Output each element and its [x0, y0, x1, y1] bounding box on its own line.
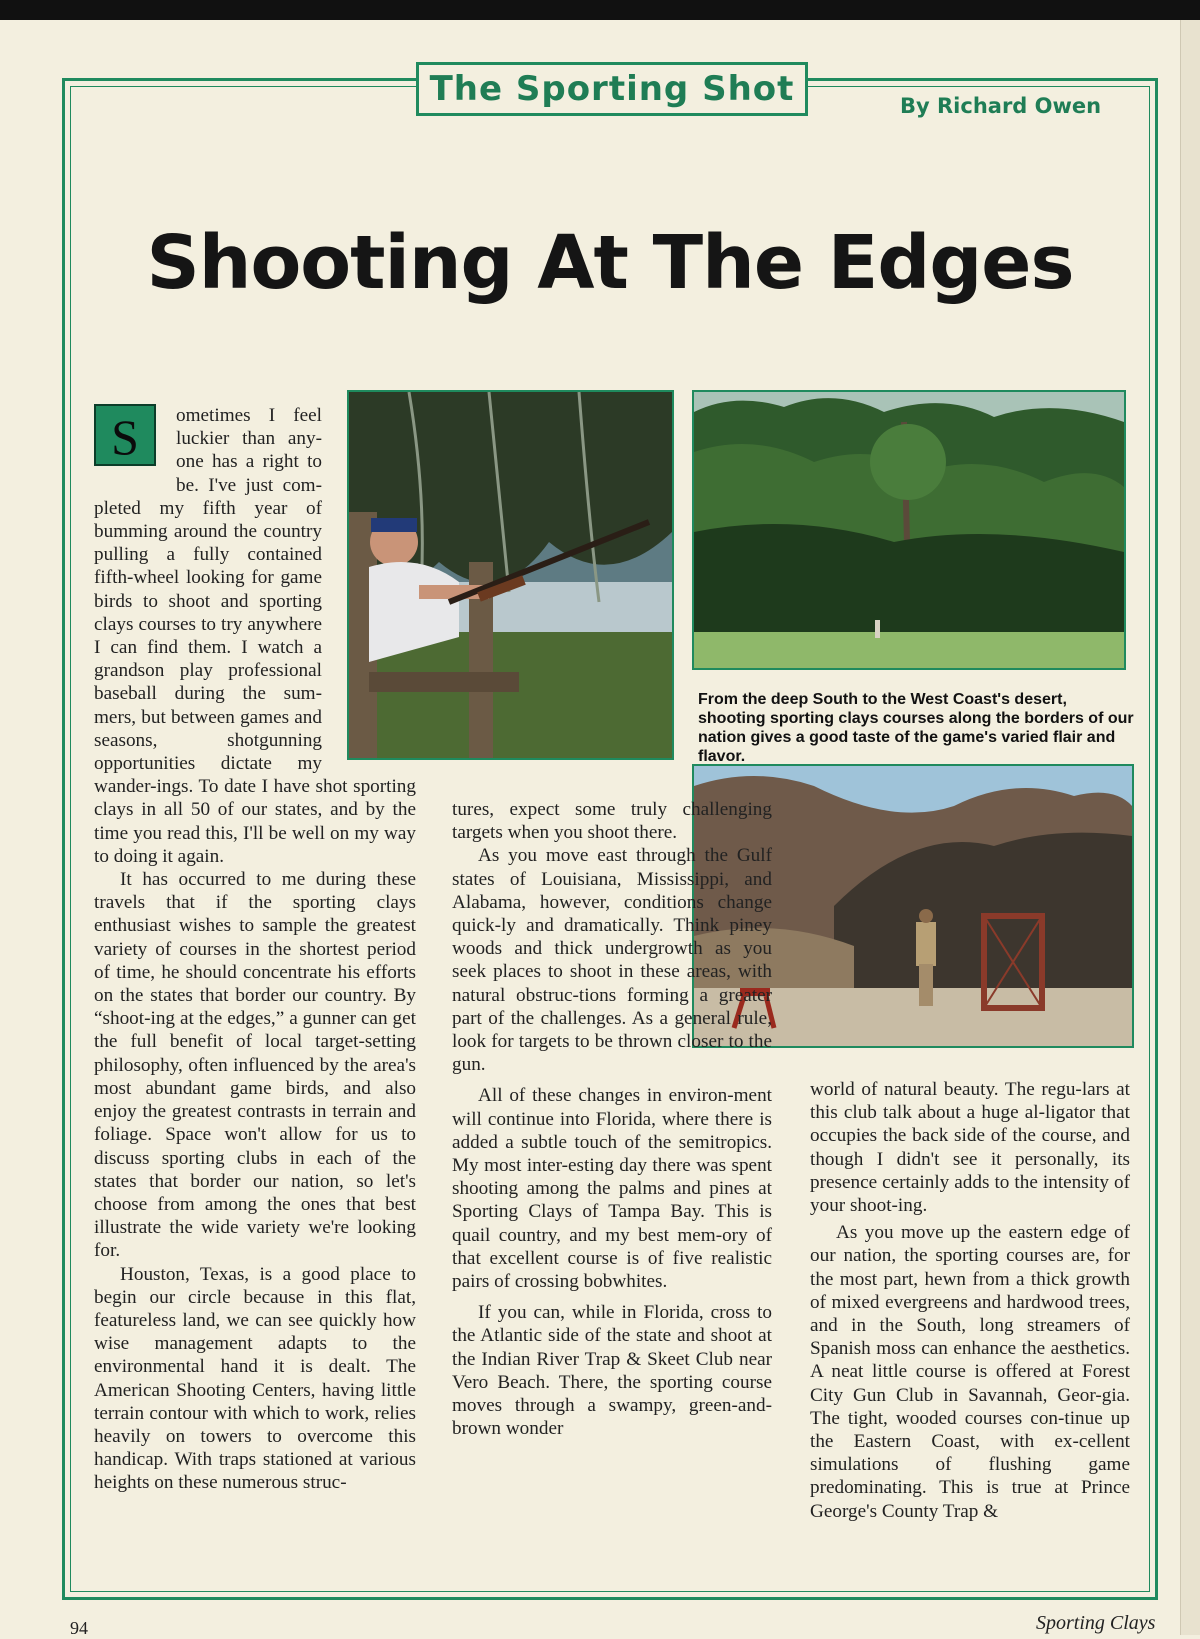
paragraph-eastern-edge: As you move up the eastern edge of our nation, the sporting courses are, for the most part, hewn from a thick growth of mixed evergreens and hardwood trees, and in the South, long streamers of Spanish moss can enhance the aesthetics. A neat little course is offered at Forest City Gun Club in Savannah, Geor-gia. The tight, wooded courses con-tinue up the Eastern Coast, with ex-cellent simulations of flushing game predominating. This is true at Prince George's County Trap &: [810, 1222, 1130, 1522]
paragraph-borders: It has occurred to me during these travels that if the sporting clays enthusiast wishes to sample the greatest variety of courses in the shortest period of time, he should concentrate his efforts on the states that border our country. By “shoot-ing at the edges,” a gunner can get the full benefit of local target-setting philosophy, often influenced by the area's most abundant game birds, and also enjoy the greatest contrasts in terrain and foliage. Space won't allow for us to discuss sporting clubs in each of the states that border our nation, so let's choose from among the ones that best illustrate the wide variety we're looking for.: [94, 869, 416, 1262]
palm-course-illustration: [694, 392, 1124, 668]
paragraph-intro: ometimes I feel luckier than any-one has a right to be. I've just com-pleted my fifth year of bumming around the country pulling a fully contained fifth-wheel looking for game birds to shoot and sporting clays courses to try anywhere I can find them. I watch a grandson play professional baseball during the sum-mers, but between games and seasons, shotgunning opportunities dictate my wander-ings. To date I have shot sporting clays in all 50 of our states, and by the time you read this, I'll be well on my way to doing it again.: [94, 405, 416, 867]
photo-caption: From the deep South to the West Coast's desert, shooting sporting clays courses along the borders of our nation gives a good taste of the game's varied flair and flavor.: [698, 691, 1134, 765]
facing-page-edge: [1180, 20, 1200, 1635]
paragraph-florida: All of these changes in environ-ment will continue into Florida, where there is added a subtle touch of the semitropics. My most inter-esting day there was spent shooting among the palms and pines at Sporting Clays of Tampa Bay. This is quail country, and my best mem-ory of that excellent course is of five realistic pairs of crossing bobwhites.: [452, 1085, 772, 1293]
paragraph-vero-beach: If you can, while in Florida, cross to the Atlantic side of the state and shoot at the Indian River Trap & Skeet Club near Vero Beach. There, the sporting course moves through a swampy, green-and-brown wonder: [452, 1302, 772, 1440]
paragraph-gulf-states: As you move east through the Gulf states of Louisiana, Mississippi, and Alabama, however, conditions change quick-ly and dramatically. Think piney woods and thick undergrowth as you seek places to shoot in these areas, with natural obstruc-tions forming a greater part of the challenges. As a general rule, look for targets to be thrown closer to the gun.: [452, 845, 772, 1076]
article-column-2: [452, 798, 772, 1440]
photo-wrap-spacer: [322, 404, 416, 760]
article-headline: Shooting At The Edges: [146, 220, 1074, 306]
photo-palm-course: [692, 390, 1126, 670]
page-number: 94: [70, 1618, 88, 1638]
paragraph-houston: Houston, Texas, is a good place to begin our circle because in this flat, featureless land, we can see quickly how wise management adapts to the environmental hand it is dealt. The American Shooting Centers, having little terrain contour with which to work, relies heavily on towers to overcome this handicap. With traps stationed at various heights on these numerous struc-: [94, 1263, 416, 1494]
dropcap-spacer: [94, 404, 176, 482]
magazine-name: Sporting Clays: [1036, 1612, 1156, 1634]
section-title-box: [416, 62, 808, 116]
byline: By Richard Owen: [900, 94, 1102, 118]
section-title: The Sporting Shot: [429, 69, 795, 109]
paragraph-alligator: world of natural beauty. The regu-lars at this club talk about a huge al-ligator that occupies the back side of the course, and though I didn't see it personally, its presence certainly adds to the intensity of your shoot-ing.: [810, 1079, 1130, 1217]
drop-cap: S: [94, 404, 156, 466]
scan-top-edge: [0, 0, 1200, 20]
article-column-3: [810, 1078, 1130, 1523]
paragraph-towers-end: tures, expect some truly challenging targets when you shoot there.: [452, 799, 772, 844]
article-column-1-body: [94, 404, 416, 1495]
